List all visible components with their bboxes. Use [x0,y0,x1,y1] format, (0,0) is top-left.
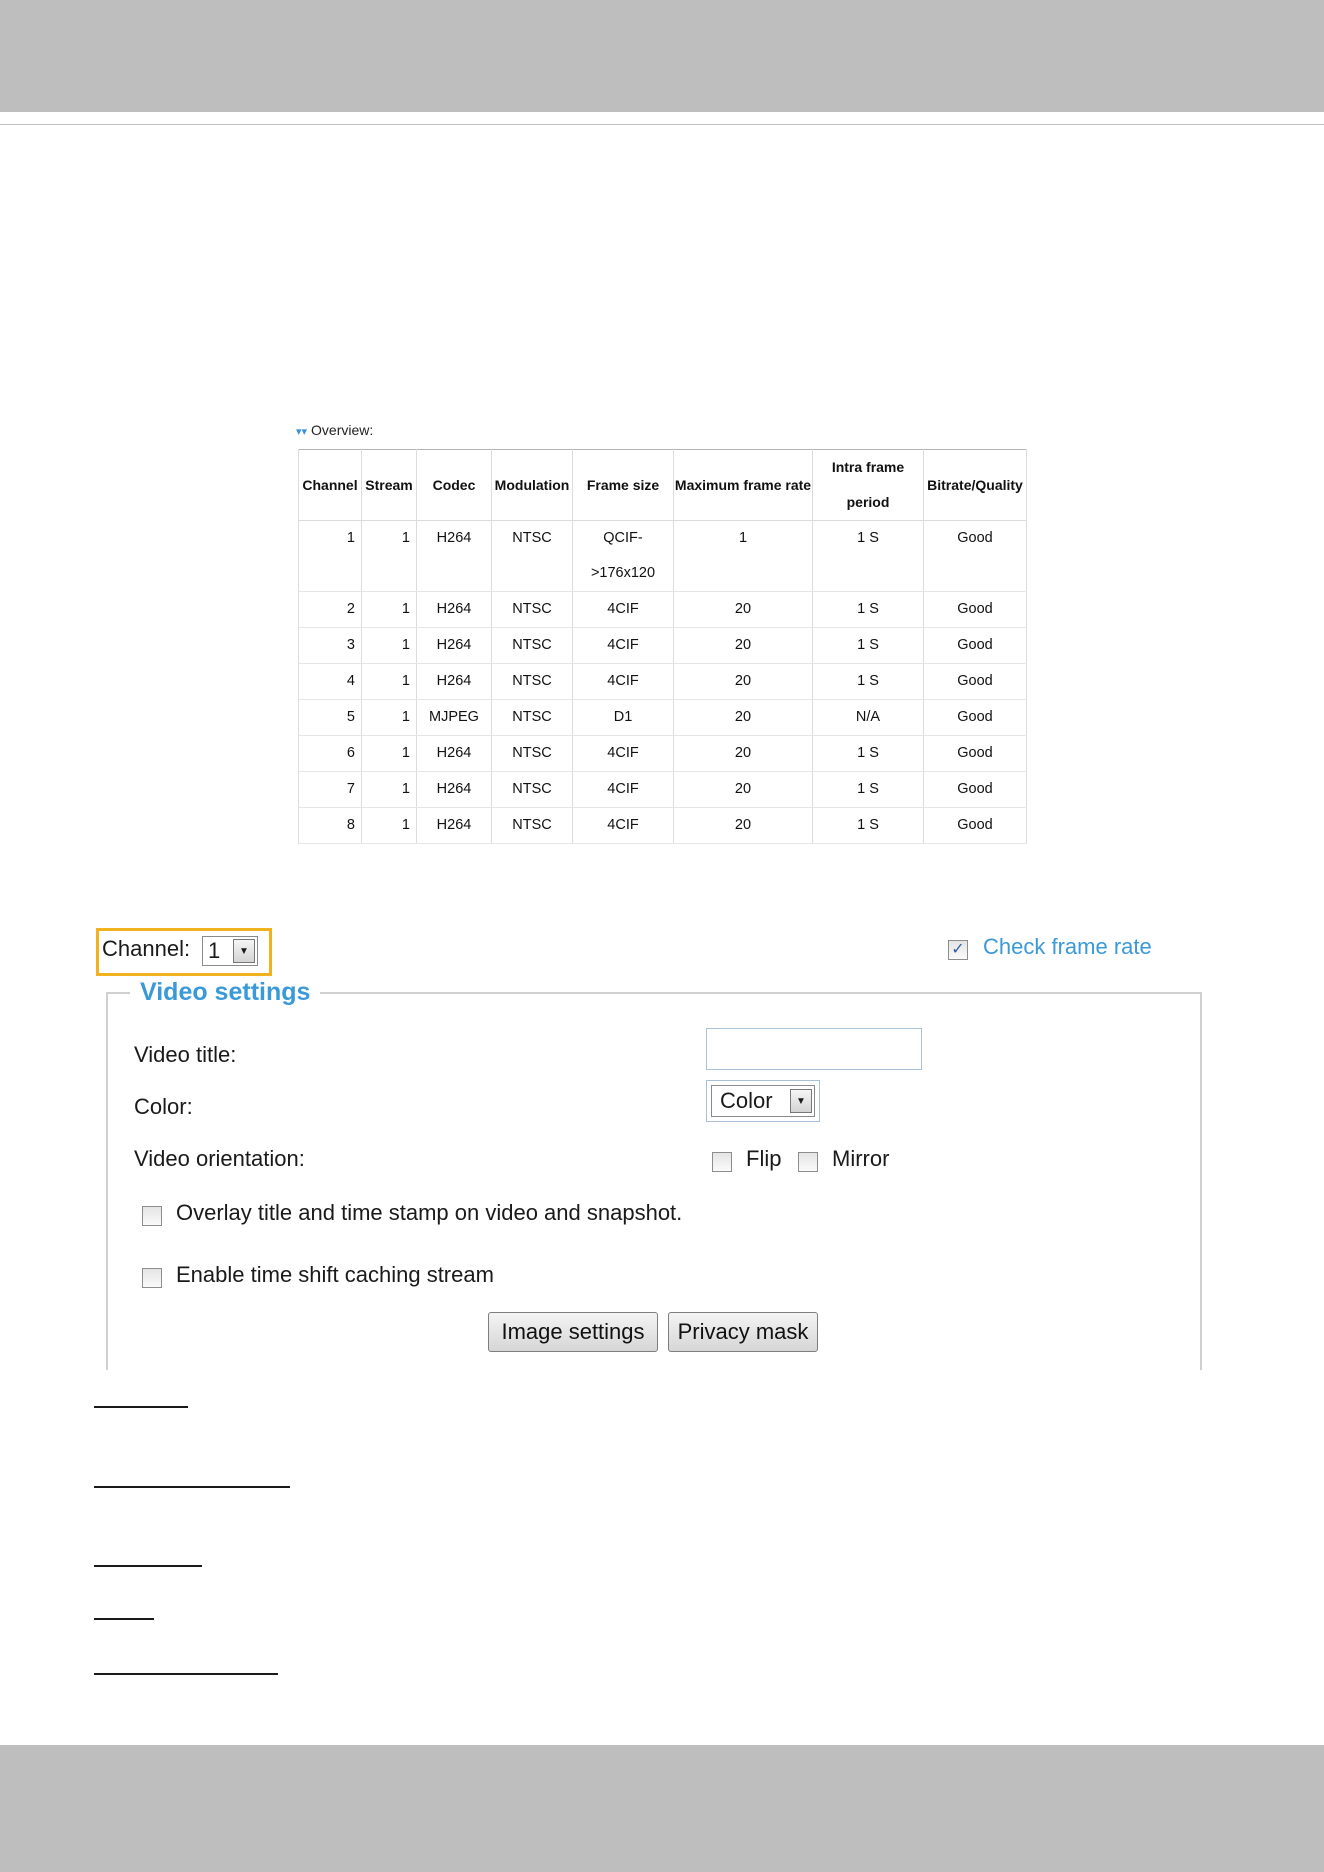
overview-table [298,449,1027,844]
color-select-frame [706,1080,820,1122]
section-heading-underline [94,1618,154,1620]
video-title-label: Video title: [134,1042,237,1067]
table-row: 3 1 H264 NTSC 4CIF 20 1 S Good [299,628,1027,664]
channel-label: Channel: [102,936,191,961]
timeshift-checkbox[interactable] [142,1268,162,1288]
section-heading-underline [94,1406,188,1408]
col-header-frame-size: Frame size [573,450,674,521]
flip-label[interactable]: Flip [746,1146,782,1171]
color-select[interactable] [711,1085,815,1117]
table-header-row [299,450,1027,521]
channel-select[interactable] [202,936,258,966]
chevron-down-icon[interactable]: ▼ [790,1089,812,1113]
flip-checkbox[interactable] [712,1152,732,1172]
checkmark-icon: ✓ [951,941,965,958]
video-settings-legend: Video settings [130,978,320,1007]
timeshift-label[interactable]: Enable time shift caching stream [176,1262,494,1287]
header-divider [0,124,1324,125]
col-header-intra-frame-period: Intra frame period [813,450,924,521]
overlay-checkbox[interactable] [142,1206,162,1226]
table-row: 5 1 MJPEG NTSC D1 20 N/A Good [299,700,1027,736]
video-title-input[interactable] [706,1028,922,1070]
check-frame-rate-checkbox[interactable] [948,940,968,960]
col-header-stream: Stream [362,450,417,521]
overview-label[interactable]: ▾▾ Overview: [296,422,374,438]
privacy-mask-button[interactable]: Privacy mask [668,1312,818,1352]
table-row: 6 1 H264 NTSC 4CIF 20 1 S Good [299,736,1027,772]
image-settings-button[interactable]: Image settings [488,1312,658,1352]
table-row: 7 1 H264 NTSC 4CIF 20 1 S Good [299,772,1027,808]
mirror-label[interactable]: Mirror [832,1146,890,1171]
col-header-bitrate-quality: Bitrate/Quality [924,450,1027,521]
mirror-checkbox[interactable] [798,1152,818,1172]
section-heading-underline [94,1673,278,1675]
page-header-bar [0,0,1324,112]
section-heading-underline [94,1486,290,1488]
page-footer-bar [0,1745,1324,1872]
overlay-label[interactable]: Overlay title and time stamp on video and snapshot. [176,1200,683,1225]
check-frame-rate-label[interactable]: Check frame rate [983,934,1152,959]
col-header-modulation: Modulation [492,450,573,521]
col-header-channel: Channel [299,450,362,521]
channel-select-value: 1 [208,938,221,963]
table-row: 2 1 H264 NTSC 4CIF 20 1 S Good [299,592,1027,628]
table-row: 8 1 H264 NTSC 4CIF 20 1 S Good [299,808,1027,844]
table-row: 4 1 H264 NTSC 4CIF 20 1 S Good [299,664,1027,700]
col-header-max-frame-rate: Maximum frame rate [674,450,813,521]
col-header-codec: Codec [417,450,492,521]
table-row: 1 1 H264 NTSC QCIF->176x120 1 1 S Good [299,521,1027,592]
video-orientation-label: Video orientation: [134,1146,305,1171]
section-heading-underline [94,1565,202,1567]
color-select-value: Color [720,1088,773,1113]
chevron-down-icon: ▾▾ [296,426,308,438]
chevron-down-icon[interactable]: ▼ [233,939,255,963]
color-label: Color: [134,1094,193,1119]
